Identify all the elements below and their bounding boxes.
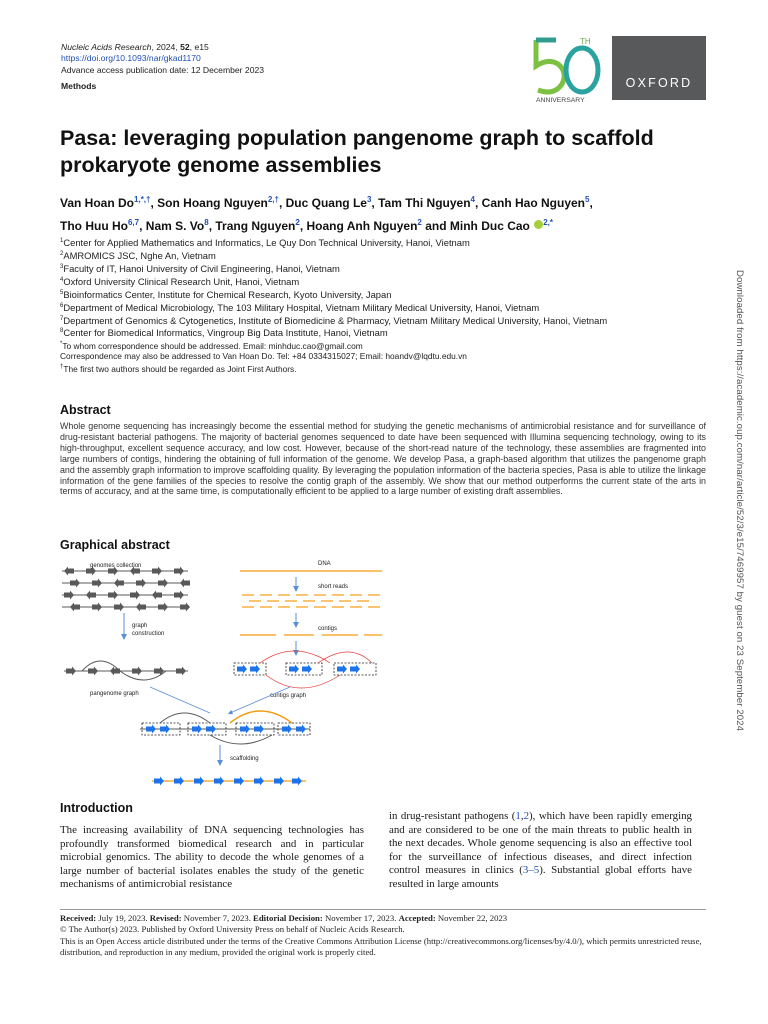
gene-arrow bbox=[152, 567, 162, 576]
citation-link[interactable]: 1 bbox=[515, 810, 521, 822]
gene-arrow bbox=[130, 591, 140, 600]
affiliation-number: 1 bbox=[60, 238, 64, 244]
anniversary-50-logo bbox=[528, 32, 610, 104]
gene-arrow bbox=[88, 667, 98, 676]
gene-arrow bbox=[254, 725, 264, 734]
contig-edge bbox=[318, 652, 372, 663]
author-affil[interactable]: 1,*,† bbox=[134, 195, 151, 204]
author-sep: , bbox=[150, 196, 158, 210]
gene-arrow bbox=[70, 579, 80, 588]
abstract-heading: Abstract bbox=[60, 403, 111, 417]
label-graph: graph bbox=[132, 623, 148, 629]
correspondence-line bbox=[60, 339, 710, 351]
gene-arrow bbox=[114, 579, 124, 588]
author: Minh Duc Cao bbox=[449, 219, 530, 233]
affiliation-item bbox=[60, 275, 710, 288]
label-construction: construction bbox=[132, 631, 165, 637]
gene-arrow bbox=[254, 777, 264, 786]
journal-article: , e15 bbox=[189, 42, 209, 52]
gene-arrow bbox=[206, 725, 216, 734]
gene-arrow bbox=[174, 777, 184, 786]
article-section: Methods bbox=[61, 81, 97, 91]
author-and: and bbox=[421, 219, 450, 233]
author-affil[interactable]: 2,* bbox=[543, 218, 554, 227]
genomes-collection bbox=[62, 567, 190, 612]
gene-arrow bbox=[234, 777, 244, 786]
author-affil[interactable]: 3 bbox=[366, 195, 372, 204]
gene-arrow bbox=[240, 725, 250, 734]
gene-arrow bbox=[66, 667, 76, 676]
merged-edge bbox=[160, 713, 210, 723]
label-short-reads: short reads bbox=[318, 584, 349, 590]
author: Van Hoan Do bbox=[60, 196, 135, 210]
gene-arrow bbox=[64, 591, 74, 600]
gene-arrow bbox=[237, 665, 247, 674]
gene-arrow bbox=[274, 777, 284, 786]
intro-column-1: The increasing availability of DNA sequencing technologies has profoundly transformed biomedical research and in particular microbial genomics. The ability to decode the whole genomes of a large number of bacterial isolates enables the study of the genetic mechanisms of antimicrobial resistance bbox=[60, 824, 364, 891]
affiliation-text: Center for Biomedical Informatics, Vingroup Big Data Institute, Hanoi, Vietnam bbox=[63, 327, 388, 339]
gene-arrow bbox=[180, 579, 190, 588]
author-sep: , bbox=[299, 219, 307, 233]
gene-arrow bbox=[92, 579, 102, 588]
gene-arrow bbox=[192, 725, 202, 734]
author: Hoang Anh Nguyen bbox=[306, 219, 418, 233]
author: Duc Quang Le bbox=[285, 196, 367, 210]
gene-arrow bbox=[174, 591, 184, 600]
abstract-text: Whole genome sequencing has increasingly become the essential method for studying the genetic mechanisms of antimicrobial resistance and for surveillance of drug-resistant bacterial pathogens. The majority of bacterial genomes sequenced to date have been sequenced with Illumina sequencing technology, owing to its high-throughput, excellent sequence accuracy, and low cost. However, because of the short-read nature of the technology, these assemblies are fragmented into large numbers of contigs, hindering the obtaining of full information of the genome. We develop Pasa, a graph-based algorithm that utilizes the pangenome graph and the assembly graph information to improve scaffolding quality. By leveraging the population information of the bacteria species, Pasa is able to utilize the linkage information of the gene families of the species to resolve the contig graph of the assembly. We show that our method outperforms the current state of the arts in terms of accuracy, and at the same time, is computationally efficient to be applied to a large number of existing draft assemblies. bbox=[60, 421, 706, 497]
orcid-icon[interactable] bbox=[534, 220, 543, 229]
journal-name: Nucleic Acids Research bbox=[61, 42, 152, 52]
download-watermark-text: Downloaded from https://academic.oup.com/nar/article/52/3/e15/7469957 by guest on 23 September 2024 bbox=[734, 270, 745, 732]
correspondence-line bbox=[60, 351, 710, 362]
merged-edge bbox=[230, 711, 292, 723]
correspondence-text: Correspondence may also be addressed to Van Hoan Do. Tel: +84 0334315027; Email: hoandv@lqdtu.edu.vn bbox=[60, 351, 467, 362]
gene-arrow bbox=[289, 665, 299, 674]
author-affil[interactable]: 6,7 bbox=[127, 218, 140, 227]
correspondence-line bbox=[60, 362, 710, 374]
contig-edge bbox=[266, 675, 340, 688]
publication-date: Advance access publication date: 12 December 2023 bbox=[61, 65, 265, 75]
gene-arrow bbox=[296, 725, 306, 734]
decision-label: Editorial Decision: bbox=[253, 913, 323, 923]
gene-arrow bbox=[64, 567, 74, 576]
affiliation-item bbox=[60, 249, 710, 262]
gene-arrow bbox=[302, 665, 312, 674]
gene-arrow bbox=[70, 603, 80, 612]
gene-arrow bbox=[92, 603, 102, 612]
label-dna: DNA bbox=[318, 561, 331, 567]
gene-arrow bbox=[114, 603, 124, 612]
gene-arrow bbox=[176, 667, 186, 676]
author-sep: , bbox=[139, 219, 146, 233]
affiliation-text: Department of Genomics & Cytogenetics, Institute of Biomedicine & Pharmacy, Vietnam Military Medical University, Hanoi, Vietnam bbox=[63, 314, 608, 326]
graphical-abstract-heading: Graphical abstract bbox=[60, 538, 170, 552]
scaffold-result bbox=[152, 777, 306, 786]
intro-text: , bbox=[520, 810, 524, 822]
contigs-graph bbox=[234, 651, 376, 688]
affiliation-number: 8 bbox=[60, 328, 64, 335]
graphical-abstract-figure bbox=[60, 555, 390, 795]
correspondence-mark: * bbox=[60, 341, 63, 347]
journal-year: , 2024, bbox=[151, 42, 181, 52]
affiliation-text: Department of Medical Microbiology, The 103 Military Hospital, Vietnam Military Medical University, Hanoi, Vietnam bbox=[63, 301, 540, 313]
label-contigs: contigs bbox=[318, 626, 338, 632]
gene-arrow bbox=[160, 725, 170, 734]
author-sep: , bbox=[371, 196, 379, 210]
paper-title-line-2: prokaryote genome assemblies bbox=[60, 153, 382, 177]
affiliation-text: AMROMICS JSC, Nghe An, Vietnam bbox=[63, 250, 216, 262]
intro-text: ). Substantial global efforts have resulted in large amounts bbox=[389, 864, 692, 890]
author-sep: , bbox=[475, 196, 482, 210]
received-label: Received: bbox=[60, 913, 97, 923]
license-text: This is an Open Access article distributed under the terms of the Creative Commons Attribution License (http://creativecommons.org/licenses/by/4.0/), which permits unrestricted reuse, distribution, and reproduction in any medium, provided the original work is properly cited. bbox=[60, 935, 702, 957]
author-sep: , bbox=[589, 196, 593, 210]
gene-arrow bbox=[194, 777, 204, 786]
flow-arrow bbox=[230, 687, 290, 713]
decision-date: November 17, 2023. bbox=[322, 913, 399, 923]
correspondence-text: The first two authors should be regarded as Joint First Authors. bbox=[63, 363, 297, 374]
gene-arrow bbox=[158, 579, 168, 588]
intro-column-2 bbox=[389, 810, 692, 892]
gene-arrow bbox=[86, 591, 96, 600]
intro-text: ), which have been rapidly emerging and are considered to be one of the main threats to public health in the next decades. Whole genome sequencing is also an effective tool for the surveillance of infectious diseases, and direct infection control measures in clinics ( bbox=[389, 810, 692, 877]
author: Son Hoang Nguyen bbox=[157, 196, 268, 210]
gene-arrow bbox=[152, 591, 162, 600]
merged-edge bbox=[210, 735, 272, 744]
affiliation-number: 3 bbox=[60, 263, 64, 270]
intro-text: in drug-resistant pathogens ( bbox=[389, 810, 516, 822]
affiliation-item bbox=[60, 236, 710, 249]
author: Canh Hao Nguyen bbox=[481, 196, 586, 210]
affiliation-text: Center for Applied Mathematics and Informatics, Le Quy Don Technical University, Hanoi, Vietnam bbox=[63, 237, 470, 249]
author-affil[interactable]: 4 bbox=[470, 195, 475, 204]
gene-arrow bbox=[110, 667, 120, 676]
gene-arrow bbox=[350, 665, 360, 674]
author: Nam S. Vo bbox=[145, 219, 205, 233]
gene-arrow bbox=[174, 567, 184, 576]
paper-title bbox=[60, 125, 720, 179]
logo-th: TH bbox=[580, 37, 591, 46]
gene-arrow bbox=[282, 725, 292, 734]
affiliation-item bbox=[60, 262, 710, 275]
author-affil[interactable]: 2 bbox=[295, 218, 300, 227]
label-pangenome-graph: pangenome graph bbox=[90, 691, 139, 697]
affiliation-number: 7 bbox=[60, 315, 64, 322]
flow-line bbox=[150, 687, 210, 713]
author-affil[interactable]: 5 bbox=[585, 195, 590, 204]
correspondence-notes bbox=[60, 339, 710, 374]
oxford-logo: OXFORD bbox=[612, 36, 706, 100]
gene-arrow bbox=[337, 665, 347, 674]
affiliation-text: Faculty of IT, Hanoi University of Civil Engineering, Hanoi, Vietnam bbox=[63, 262, 340, 274]
journal-citation bbox=[61, 42, 209, 53]
article-history bbox=[60, 913, 720, 924]
author-sep: , bbox=[278, 196, 286, 210]
gene-arrow bbox=[180, 603, 190, 612]
copyright-line: © The Author(s) 2023. Published by Oxford University Press on behalf of Nucleic Acids Research. bbox=[60, 924, 405, 935]
label-genomes-collection: genomes collection bbox=[90, 563, 142, 569]
accepted-date: November 22, 2023 bbox=[435, 913, 508, 923]
paper-title-line-1: Pasa: leveraging population pangenome graph to scaffold bbox=[60, 126, 654, 150]
affiliation-item bbox=[60, 288, 710, 301]
affiliation-number: 5 bbox=[60, 289, 64, 296]
author: Trang Nguyen bbox=[215, 219, 296, 233]
citation-link[interactable]: 2 bbox=[523, 810, 530, 822]
download-watermark bbox=[735, 270, 755, 800]
doi-link[interactable]: https://doi.org/10.1093/nar/gkad1170 bbox=[61, 53, 201, 63]
gene-arrow bbox=[158, 603, 168, 612]
article-history-footer bbox=[60, 913, 720, 958]
gene-arrow bbox=[154, 777, 164, 786]
short-reads bbox=[242, 595, 380, 607]
correspondence-text: To whom correspondence should be addressed. Email: minhduc.cao@gmail.com bbox=[62, 340, 363, 351]
affiliation-number: 6 bbox=[60, 302, 64, 309]
footer-divider bbox=[60, 909, 706, 910]
contig-edge bbox=[260, 651, 330, 663]
gene-arrow bbox=[292, 777, 302, 786]
logo-anniversary: ANNIVERSARY bbox=[536, 97, 585, 104]
gene-arrow bbox=[214, 777, 224, 786]
author-list bbox=[60, 190, 700, 236]
affiliation-list bbox=[60, 236, 710, 339]
accepted-label: Accepted: bbox=[398, 913, 436, 923]
gene-arrow bbox=[108, 591, 118, 600]
gene-arrow bbox=[250, 665, 260, 674]
author: Tho Huu Ho bbox=[60, 219, 128, 233]
affiliation-item bbox=[60, 326, 710, 339]
author-affil[interactable]: 2,† bbox=[267, 195, 279, 204]
gene-arrow bbox=[146, 725, 156, 734]
revised-label: Revised: bbox=[149, 913, 182, 923]
author-affil[interactable]: 2 bbox=[417, 218, 422, 227]
author-affil[interactable]: 8 bbox=[204, 218, 209, 227]
journal-volume: 52 bbox=[180, 42, 190, 52]
introduction-heading: Introduction bbox=[60, 801, 133, 815]
affiliation-text: Bioinformatics Center, Institute for Chemical Research, Kyoto University, Japan bbox=[63, 288, 392, 300]
gene-arrow bbox=[136, 579, 146, 588]
logo-zero bbox=[566, 48, 598, 92]
citation-link[interactable]: 3– bbox=[522, 864, 534, 877]
affiliation-item bbox=[60, 301, 710, 314]
pangenome-graph bbox=[64, 661, 188, 680]
label-scaffolding: scaffolding bbox=[230, 756, 259, 762]
affiliation-item bbox=[60, 314, 710, 327]
author-sep: , bbox=[208, 219, 216, 233]
affiliation-number: 2 bbox=[60, 250, 64, 257]
gene-arrow bbox=[136, 603, 146, 612]
gene-arrow bbox=[132, 667, 142, 676]
logo-five bbox=[536, 40, 564, 92]
affiliation-number: 4 bbox=[60, 276, 64, 283]
label-contigs-graph: contigs graph bbox=[270, 693, 307, 699]
revised-date: November 7, 2023. bbox=[181, 913, 254, 923]
merged-graph bbox=[140, 711, 310, 744]
received-date: July 19, 2023. bbox=[96, 913, 150, 923]
affiliation-text: Oxford University Clinical Research Unit, Hanoi, Vietnam bbox=[63, 275, 300, 287]
correspondence-mark: † bbox=[60, 363, 64, 370]
author: Tam Thi Nguyen bbox=[378, 196, 471, 210]
citation-link[interactable]: 5 bbox=[533, 864, 540, 877]
